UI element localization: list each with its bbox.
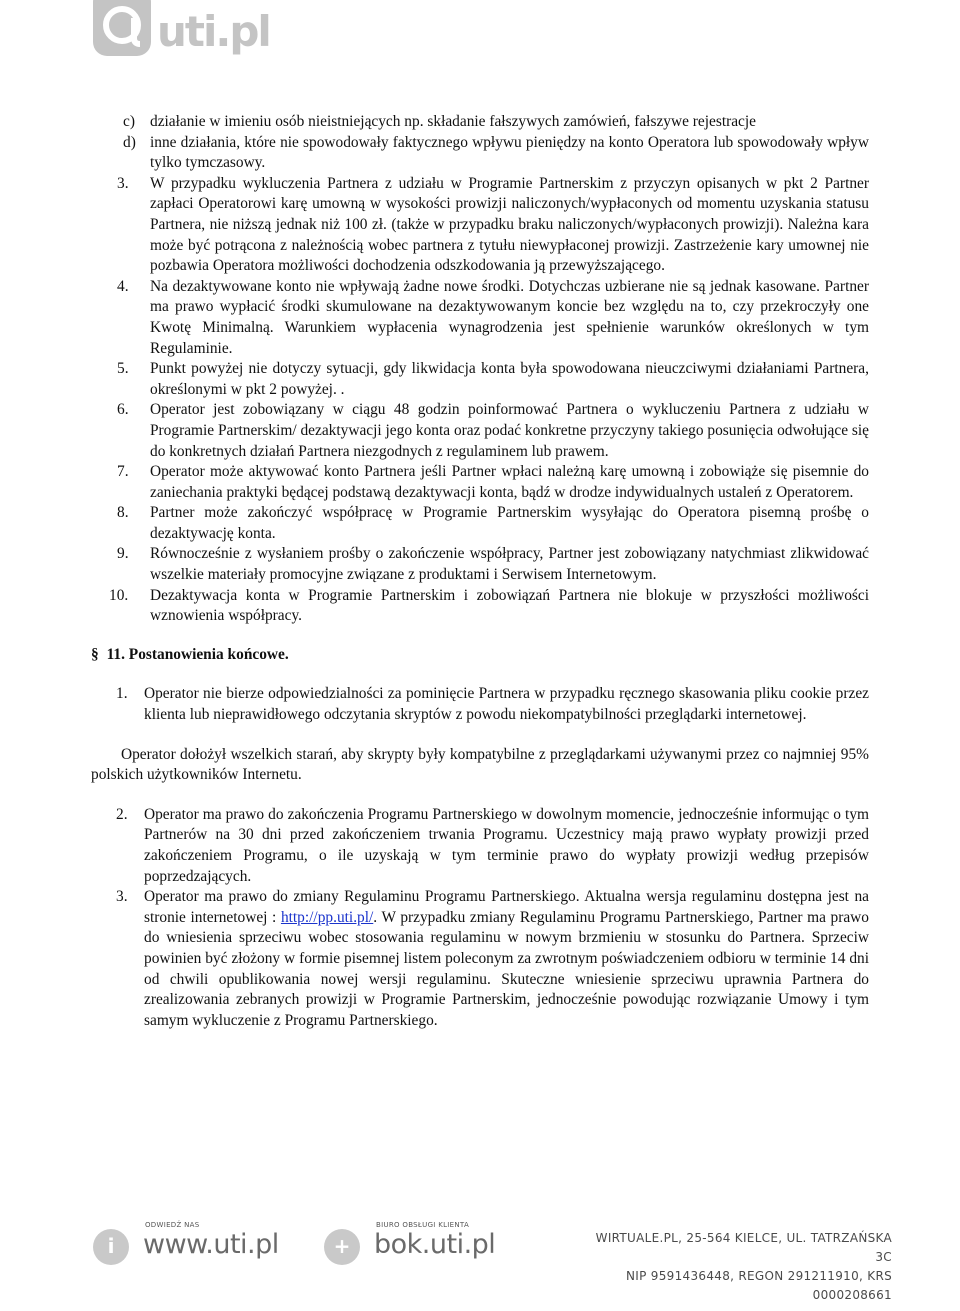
list-marker: c)	[123, 113, 135, 130]
list-item	[91, 462, 869, 503]
list-marker: 6.	[117, 401, 129, 419]
compatibility-note: Operator dołożył wszelkich starań, aby skrypty były kompatybilne z przeglądarkami używanymi przez co najmniej 95% polskich użytkowników Internetu.	[91, 745, 869, 784]
list-item-text: Operator nie bierze odpowiedzialności za pominięcie Partnera w przypadku ręcznego skasowania pliku cookie przez klienta lub nieprawidłowego odczytania skryptów z powodu niekompatybilności przeglądarki internetowej.	[144, 685, 869, 724]
logo-text: uti.pl	[157, 7, 270, 56]
list-item	[91, 544, 869, 585]
list-item	[91, 586, 869, 627]
list-marker: d)	[123, 133, 136, 151]
list-item	[91, 684, 869, 725]
list-item	[91, 133, 869, 174]
footer-visit-label: ODWIEDŹ NAS	[145, 1221, 200, 1229]
alpha-list	[91, 112, 869, 174]
list-item	[91, 503, 869, 544]
list-item	[91, 277, 869, 359]
list-marker: 7.	[117, 463, 129, 481]
uti-logo	[93, 0, 293, 60]
final-list-continued	[91, 805, 869, 1032]
list-item-text: działanie w imieniu osób nieistniejących np. składanie fałszywych zamówień, fałszywe rejestracje	[150, 113, 756, 130]
list-item-text: Dezaktywacja konta w Programie Partnerskim i zobowiązań Partnera nie blokuje w przyszłości możliwości wznowienia współpracy.	[150, 586, 869, 625]
section-sign: §	[91, 645, 99, 663]
footer-info-icon: i	[93, 1229, 129, 1265]
document-body	[91, 112, 869, 1031]
section-title: 11. Postanowienia końcowe.	[106, 645, 289, 663]
final-list	[91, 684, 869, 725]
list-marker: 8.	[117, 504, 129, 522]
footer	[0, 1215, 960, 1302]
section-heading	[91, 645, 869, 666]
footer-plus-icon: +	[324, 1229, 360, 1265]
footer-visit	[93, 1221, 293, 1271]
list-item	[91, 400, 869, 462]
list-marker: 3.	[117, 174, 129, 192]
list-item	[91, 112, 869, 133]
list-item-text: Operator jest zobowiązany w ciągu 48 godzin poinformować Partnera o wykluczeniu Partnera z udziału w Programie Partnerskim/ dezaktywacji jego konta oraz podać konkretne przyczyny takiego posunięcia odwołujące się do konkretnych działań Partnera niezgodnych z regulaminem lub prawem.	[150, 401, 869, 460]
list-item-text: Operator może aktywować konto Partnera jeśli Partner wpłaci należną karę umowną i zobowiąże się pisemnie do zaniechania praktyki będącej podstawą dezaktywacji konta, bądź w drodze indywidualnych ustaleń z Operatorem.	[150, 463, 869, 501]
list-item-text: Operator ma prawo do zakończenia Programu Partnerskiego w dowolnym momencie, jednocześnie informując o tym Partnerów na 30 dni przed zakończeniem trwania Programu. Uczestnicy mają prawo wypłaty prowizji przed zakończeniem Programu, o ile uzyskają w tym terminie prawo do wypłaty prowizji według przepisów poprzedzających.	[144, 805, 869, 885]
list-marker: 4.	[117, 277, 129, 295]
list-item-text: Partner może zakończyć współpracę w Programie Partnerskim wysyłając do Operatora pisemną prośbę o dezaktywację konta.	[150, 504, 869, 542]
footer-support-url[interactable]: bok.uti.pl	[374, 1229, 496, 1260]
list-item-text-before: Operator ma prawo do zmiany Regulaminu Programu Partnerskiego. Aktualna wersja regulaminu dostępna jest na stronie internetowej :	[144, 888, 869, 926]
list-item	[91, 805, 869, 887]
footer-address: WIRTUALE.PL, 25-564 KIELCE, UL. TATRZAŃSKA 3C	[595, 1231, 892, 1264]
list-marker: 2.	[116, 805, 128, 823]
list-item-text: W przypadku wykluczenia Partnera z udziału w Programie Partnerskim z przyczyn opisanych w pkt 2 Partner zapłaci Operatorowi karę umowną w wysokości prowizji naliczonych/wypłaconych od momentu uzyskania statusu Partnera, nie niższą jednak niż 100 zł. (także w przypadku braku naliczonych/wypłaconych prowizji). Należna kara może być potrącona z należnością wobec partnera z tytułu niewypłaconej prowizji. Zastrzeżenie kary umownej nie pozbawia Operatora możliwości dochodzenia odszkodowania ją przewyższającego.	[150, 174, 869, 275]
regulations-link[interactable]: http://pp.uti.pl/	[280, 908, 374, 926]
list-item	[91, 174, 869, 277]
list-item	[91, 887, 869, 1031]
list-marker: 5.	[117, 360, 129, 378]
list-marker: 3.	[116, 888, 128, 906]
list-item-text-after: . W przypadku zmiany Regulaminu Programu Partnerskiego, Partner ma prawo do wniesienia sprzeciwu wobec stosowania regulaminu w nowym brzmieniu w stosunku do Partnera. Sprzeciw powinien być złożony w formie pisemnej listem poleconym za zwrotnym poświadczeniem odbioru w terminie 14 dni od chwili opublikowania nowej wersji regulaminu. Skuteczne wniesienie sprzeciwu uprawnia Partnera do zrealizowania zebranych prowizji w Programie Partnerskim, jednocześnie powodując rozwiązanie Umowy i tym samym wykluczenie z Programu Partnerskiego.	[144, 908, 869, 1029]
numbered-list	[91, 174, 869, 627]
list-item-text: Na dezaktywowane konto nie wpływają żadne nowe środki. Dotychczas uzbierane nie są jednak kasowane. Partner ma prawo wypłacić środki skumulowane na dezaktywowanym koncie bez względu na to, czy przekroczyły one Kwotę Minimalną. Warunkiem wypłacenia wynagrodzenia jest spełnienie warunków określonych w tym Regulaminie.	[150, 277, 869, 357]
footer-support-label: BIURO OBSŁUGI KLIENTA	[376, 1221, 470, 1229]
footer-support	[324, 1221, 524, 1271]
list-marker: 9.	[117, 545, 129, 563]
footer-ids: NIP 9591436448, REGON 291211910, KRS 0000208661	[626, 1269, 892, 1302]
list-item	[91, 359, 869, 400]
list-marker: 10.	[109, 586, 129, 604]
list-marker: 1.	[116, 685, 128, 703]
list-item-text: inne działania, które nie spowodowały faktycznego wpływu pieniędzy na konto Operatora lub spowodowały wpływ tylko tymczasowy.	[150, 133, 869, 172]
list-item-text: Równocześnie z wysłaniem prośby o zakończenie współpracy, Partner jest zobowiązany natychmiast zlikwidować wszelkie materiały promocyjne związane z produktami i Serwisem Internetowym.	[150, 545, 869, 584]
list-item-text: Punkt powyżej nie dotyczy sytuacji, gdy likwidacja konta była spowodowana nieuczciwymi działaniami Partnera, określonymi w pkt 2 powyżej. .	[150, 360, 869, 398]
footer-visit-url[interactable]: www.uti.pl	[143, 1229, 279, 1260]
footer-company-info	[582, 1229, 892, 1305]
